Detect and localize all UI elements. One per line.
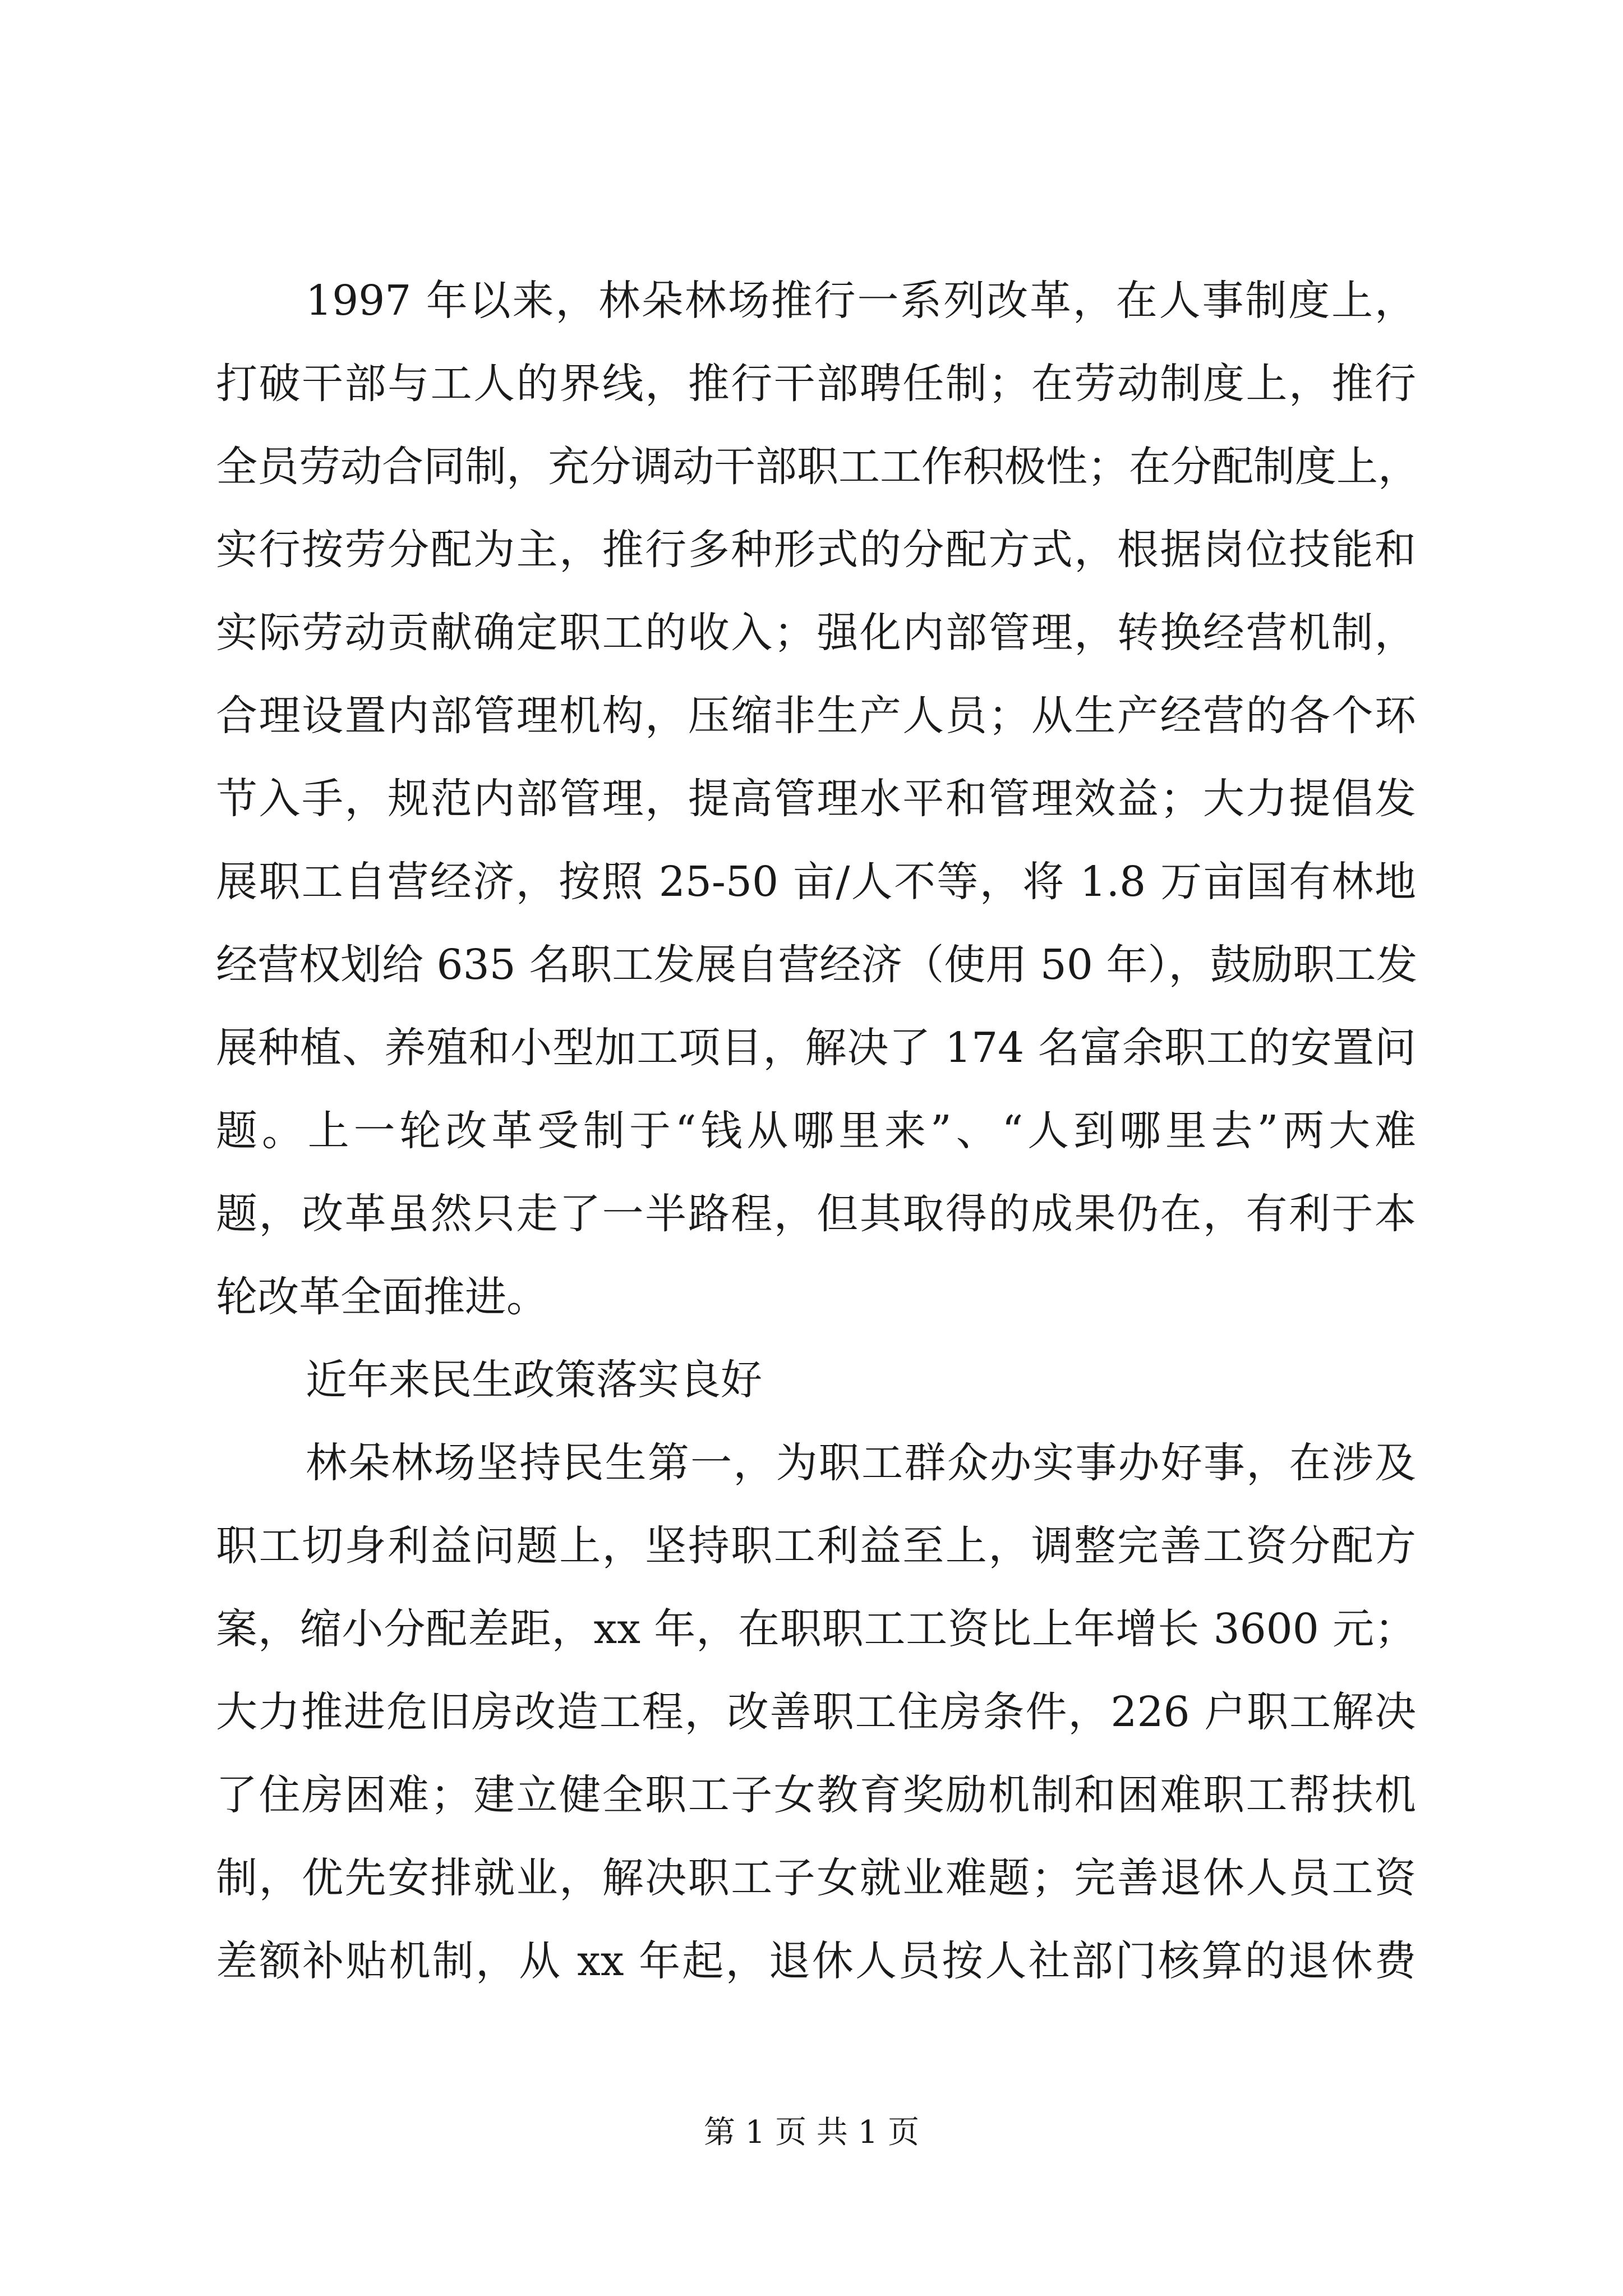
- document-body: [216, 259, 1419, 2003]
- paragraph-1-line-5: 实际劳动贡献确定职工的收入；强化内部管理，转换经营机制，: [216, 609, 1416, 657]
- paragraph-1-line-6: 合理设置内部管理机构，压缩非生产人员；从生产经营的各个环: [216, 692, 1416, 740]
- paragraph-1-line-3: 全员劳动合同制，充分调动干部职工工作积极性；在分配制度上，: [216, 443, 1419, 491]
- page-footer: 第 1 页 共 1 页: [703, 2114, 920, 2151]
- paragraph-2-line-2: 职工切身利益问题上，坚持职工利益至上，调整完善工资分配方: [216, 1522, 1416, 1570]
- section-heading: 近年来民生政策落实良好: [306, 1356, 762, 1404]
- paragraph-1-line-11: 题。上一轮改革受制于“钱从哪里来”、“人到哪里去”两大难: [216, 1107, 1416, 1155]
- paragraph-1-line-8: 展职工自营经济，按照 25-50 亩/人不等，将 1.8 万亩国有林地: [216, 858, 1416, 906]
- paragraph-2-line-5: 了住房困难；建立健全职工子女教育奖励机制和困难职工帮扶机: [216, 1771, 1416, 1819]
- paragraph-2-line-7: 差额补贴机制，从 xx 年起，退休人员按人社部门核算的退休费: [216, 1937, 1416, 1985]
- paragraph-1-line-7: 节入手，规范内部管理，提高管理水平和管理效益；大力提倡发: [216, 775, 1416, 823]
- paragraph-2-line-6: 制，优先安排就业，解决职工子女就业难题；完善退休人员工资: [216, 1854, 1416, 1902]
- paragraph-1-line-4: 实行按劳分配为主，推行多种形式的分配方式，根据岗位技能和: [216, 526, 1416, 574]
- paragraph-2-line-1: 林朵林场坚持民生第一，为职工群众办实事办好事，在涉及: [306, 1439, 1416, 1487]
- paragraph-1-line-13: 轮改革全面推进。: [216, 1273, 548, 1321]
- paragraph-1-line-2: 打破干部与工人的界线，推行干部聘任制；在劳动制度上，推行: [216, 360, 1416, 408]
- paragraph-1-line-1: 1997 年以来，林朵林场推行一系列改革，在人事制度上，: [306, 277, 1416, 325]
- paragraph-2-line-4: 大力推进危旧房改造工程，改善职工住房条件，226 户职工解决: [216, 1688, 1416, 1736]
- paragraph-2-line-3: 案，缩小分配差距，xx 年，在职职工工资比上年增长 3600 元；: [216, 1605, 1416, 1653]
- paragraph-1-line-10: 展种植、养殖和小型加工项目，解决了 174 名富余职工的安置问: [216, 1024, 1416, 1072]
- paragraph-1-line-9: 经营权划给 635 名职工发展自营经济（使用 50 年），鼓励职工发: [216, 941, 1418, 989]
- paragraph-1-line-12: 题，改革虽然只走了一半路程，但其取得的成果仍在，有利于本: [216, 1190, 1416, 1238]
